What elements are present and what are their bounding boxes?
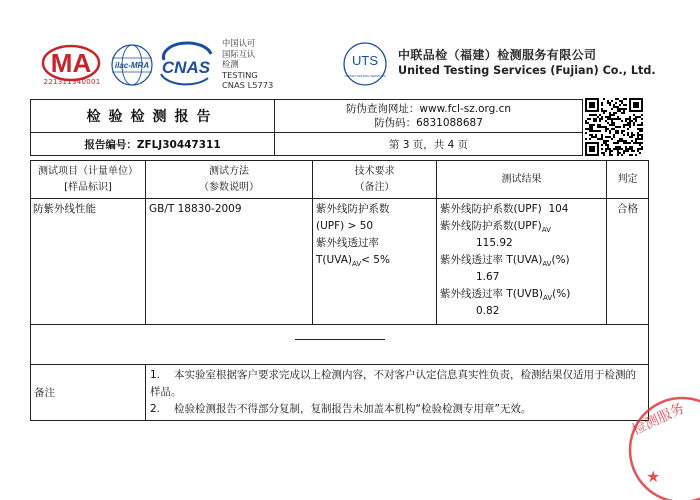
report-header-table <box>30 99 583 156</box>
report-number: 报告编号：ZFLJ30447311 <box>31 133 275 156</box>
col-header-method: 测试方法 （参数说明） <box>146 161 313 199</box>
col-header-item: 测试项目（计量单位） [样品标识] <box>31 161 146 199</box>
results-table <box>30 160 649 421</box>
col-header-requirement: 技术要求 （备注） <box>313 161 437 199</box>
anti-fake-info <box>275 100 583 133</box>
qr-code <box>585 98 643 156</box>
test-item: 防紫外线性能 <box>31 199 146 325</box>
uts-logo <box>341 40 389 88</box>
test-result: 紫外线防护系数(UPF) 104 紫外线防护系数$(UPF)_{AV}$ 115.92 紫外线透过率 $T(UVA)_{AV}(\%)$ 1.67 紫外线透过率 $T(UVB)_{AV}(\%)$ 0.82 <box>437 199 607 325</box>
judgement: 合格 <box>607 199 649 325</box>
cnas-accreditation-text: 中国认可 国际互认 检测 TESTING CNAS L5773 <box>222 38 274 91</box>
test-method: GB/T 18830-2009 <box>146 199 313 325</box>
notes-content <box>146 365 649 421</box>
table-row <box>31 199 649 325</box>
notes-label: 备注 <box>31 365 146 421</box>
end-separator-row <box>31 325 649 365</box>
svg-text:检测服务: 检测服务 <box>629 400 688 439</box>
verify-url: 防伪查询网址：www.fcl-sz.org.cn <box>345 103 512 115</box>
svg-text:★: ★ <box>646 467 661 486</box>
svg-text:CNAS: CNAS <box>161 58 211 77</box>
notes-row <box>31 365 649 421</box>
cma-code: 221311340001 <box>43 78 101 86</box>
note-2: 2. 检验检测报告不得部分复制，复制报告未加盖本机构“检验检测专用章”无效。 <box>150 403 532 415</box>
verify-code: 防伪码：6831088687 <box>374 117 483 129</box>
note-1: 1. 本实验室根据客户要求完成以上检测内容，不对客户认定信息真实性负责，检测结果仅适用于检测的样品。 <box>150 369 636 398</box>
col-header-judge: 判定 <box>607 161 649 199</box>
svg-text:UNITED TESTING SERVICES: UNITED TESTING SERVICES <box>344 74 386 78</box>
ilac-mra-logo <box>107 40 157 90</box>
official-stamp <box>620 390 700 500</box>
svg-text:ilac-MRA: ilac-MRA <box>114 61 150 70</box>
table-header-row <box>31 161 649 199</box>
company-name-cn: 中联品检（福建）检测服务有限公司 <box>398 48 597 62</box>
end-line <box>295 339 385 340</box>
report-title: 检验检测报告 <box>31 100 275 133</box>
page-info: 第 3 页，共 4 页 <box>275 133 583 156</box>
cnas-logo <box>156 40 216 90</box>
technical-requirement: 紫外线防护系数 (UPF) > 50 紫外线透过率 $T(UVA)_{AV}< 5\%$ <box>313 199 437 325</box>
company-name-en: United Testing Services (Fujian) Co., Ltd. <box>398 64 656 77</box>
col-header-result: 测试结果 <box>437 161 607 199</box>
svg-text:UTS: UTS <box>352 53 378 68</box>
svg-text:MA: MA <box>50 48 92 78</box>
